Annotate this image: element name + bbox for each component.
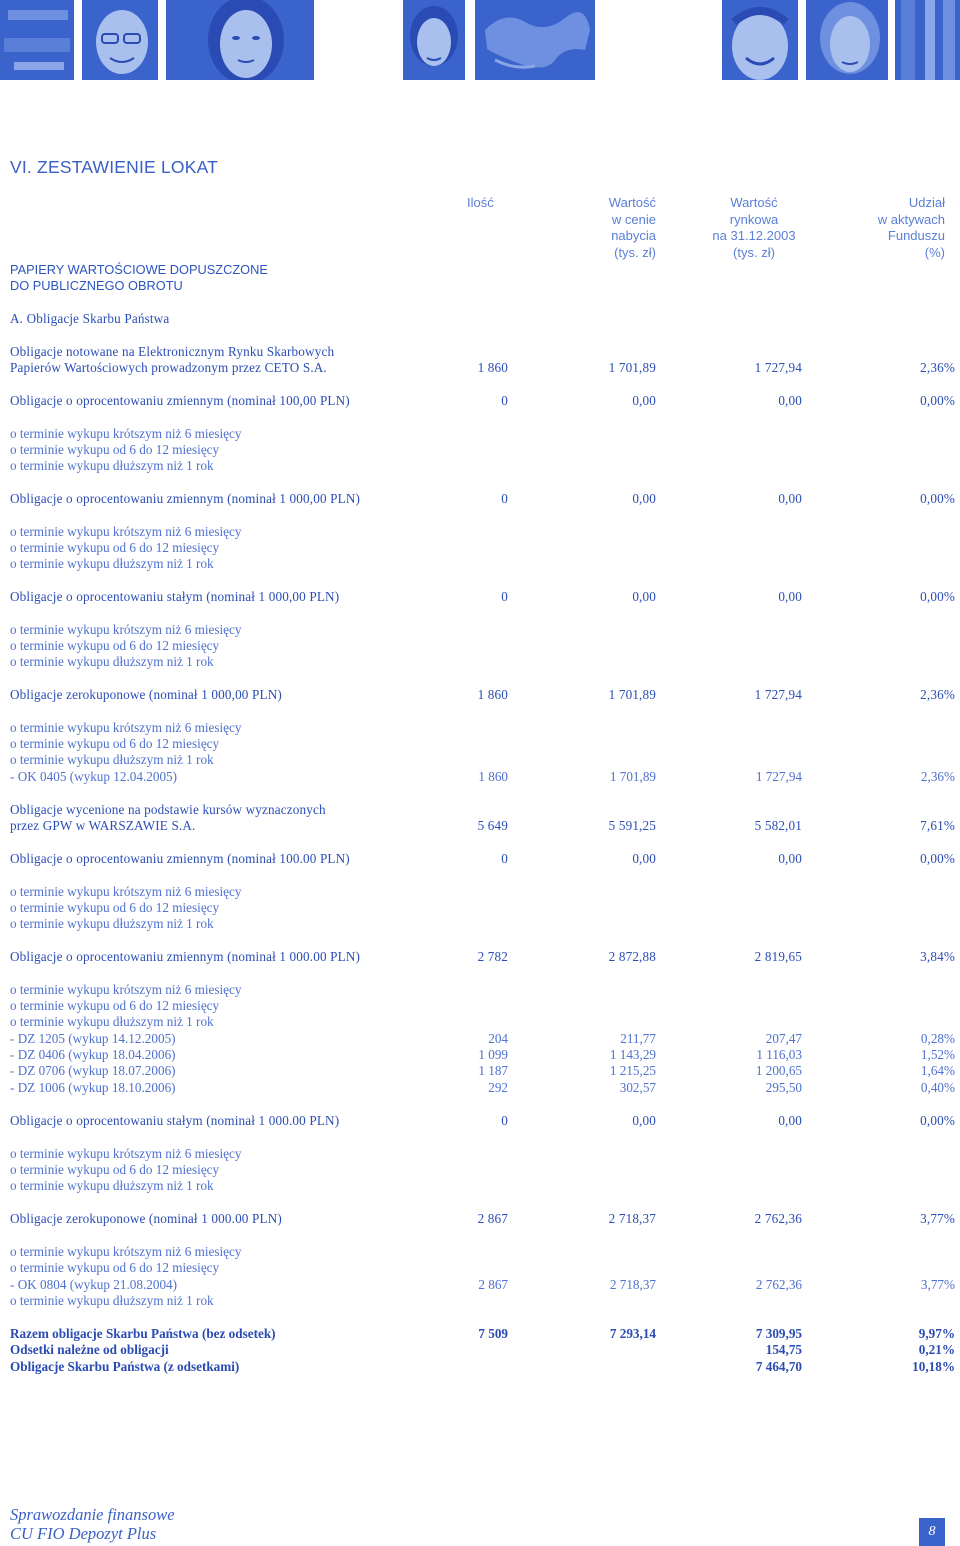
row-label: Obligacje o oprocentowaniu stałym (nominał 1 000,00 PLN): [10, 589, 340, 604]
value-udzial: 2,36%: [920, 360, 955, 375]
row-label: A. Obligacje Skarbu Państwa: [10, 311, 170, 326]
footer: [10, 1505, 175, 1543]
value-ilosc: 0: [501, 393, 508, 408]
row-label: o terminie wykupu krótszym niż 6 miesięcy: [10, 720, 242, 735]
photo-woman-2: [403, 0, 465, 80]
row-label: o terminie wykupu krótszym niż 6 miesięcy: [10, 622, 242, 637]
table-row: [10, 1014, 950, 1030]
row-label: o terminie wykupu dłuższym niż 1 rok: [10, 1178, 214, 1193]
table-row: [10, 1178, 950, 1194]
value-nabycie: 0,00: [632, 851, 656, 866]
value-rynkowa: 207,47: [765, 1031, 802, 1046]
table-row: [10, 998, 950, 1014]
value-rynkowa: 2 762,36: [755, 1277, 802, 1292]
table-row: [10, 1031, 955, 1047]
header-ilosc: Ilość: [467, 195, 494, 210]
header-photo-strip: [0, 0, 960, 82]
row-label: Obligacje o oprocentowaniu zmiennym (nominał 1 000.00 PLN): [10, 949, 361, 964]
section-title: VI. ZESTAWIENIE LOKAT: [10, 157, 219, 177]
table-row: [10, 900, 950, 916]
value-ilosc: 2 867: [478, 1277, 508, 1292]
row-label: Obligacje zerokuponowe (nominał 1 000.00 PLN): [10, 1211, 282, 1226]
value-nabycie: 2 872,88: [608, 949, 656, 964]
value-udzial: 10,18%: [912, 1359, 955, 1374]
table-row: [10, 949, 955, 965]
value-nabycie: 2 718,37: [608, 1211, 656, 1226]
row-label: Obligacje zerokuponowe (nominał 1 000,00 PLN): [10, 687, 282, 702]
row-label: o terminie wykupu dłuższym niż 1 rok: [10, 654, 214, 669]
row-label: DO PUBLICZNEGO OBROTU: [10, 278, 183, 293]
value-udzial: 9,97%: [918, 1326, 955, 1341]
value-ilosc: 1 860: [478, 769, 508, 784]
footer-fund-name: CU FIO Depozyt Plus: [10, 1524, 157, 1543]
value-nabycie: 1 143,29: [609, 1047, 656, 1062]
header-wartosc-rynkowa: Wartość rynkowa na 31.12.2003 (tys. zł): [712, 195, 796, 260]
value-nabycie: 302,57: [619, 1080, 656, 1095]
table-row: [10, 540, 950, 556]
row-label: PAPIERY WARTOŚCIOWE DOPUSZCZONE: [10, 262, 268, 277]
value-rynkowa: 1 727,94: [754, 360, 802, 375]
row-label: Obligacje o oprocentowaniu zmiennym (nominał 1 000,00 PLN): [10, 491, 361, 506]
value-nabycie: 1 701,89: [608, 687, 656, 702]
table-row: [10, 344, 950, 360]
row-label: - OK 0804 (wykup 21.08.2004): [10, 1277, 178, 1292]
table-row: [10, 622, 950, 638]
value-rynkowa: 0,00: [778, 589, 802, 604]
value-ilosc: 5 649: [477, 818, 508, 833]
value-nabycie: 7 293,14: [609, 1326, 656, 1341]
value-ilosc: 1 860: [477, 687, 508, 702]
row-label: o terminie wykupu dłuższym niż 1 rok: [10, 1293, 214, 1308]
value-ilosc: 1 099: [478, 1047, 508, 1062]
table-row: [10, 884, 950, 900]
row-label: Obligacje o oprocentowaniu zmiennym (nominał 100.00 PLN): [10, 851, 350, 866]
header-udzial: Udział w aktywach Funduszu (%): [877, 195, 945, 260]
footer-report-title: Sprawozdanie finansowe: [10, 1505, 175, 1524]
value-udzial: 0,28%: [920, 1031, 955, 1046]
value-udzial: 0,00%: [920, 851, 955, 866]
row-label: - DZ 0706 (wykup 18.07.2006): [10, 1063, 176, 1078]
row-label: o terminie wykupu od 6 do 12 miesięcy: [10, 1260, 220, 1275]
value-rynkowa: 1 116,03: [756, 1047, 802, 1062]
row-label: Obligacje o oprocentowaniu stałym (nominał 1 000.00 PLN): [10, 1113, 340, 1128]
value-rynkowa: 5 582,01: [754, 818, 802, 833]
value-udzial: 3,84%: [920, 949, 955, 964]
value-nabycie: 2 718,37: [609, 1277, 656, 1292]
table-row: [10, 769, 955, 785]
table-row: [10, 916, 950, 932]
value-ilosc: 292: [488, 1080, 508, 1095]
row-label: o terminie wykupu krótszym niż 6 miesięcy: [10, 884, 242, 899]
table-row: [10, 1211, 955, 1227]
table-row: [10, 638, 950, 654]
table-row: [10, 311, 950, 327]
photo-abstract: [0, 0, 74, 80]
value-udzial: 0,00%: [920, 393, 955, 408]
value-ilosc: 2 782: [477, 949, 508, 964]
page-number: 8: [919, 1518, 945, 1546]
photo-woman: [166, 0, 314, 80]
value-rynkowa: 0,00: [778, 1113, 802, 1128]
table-row: [10, 802, 950, 818]
table-row: [10, 360, 955, 376]
value-udzial: 3,77%: [920, 1277, 955, 1292]
value-nabycie: 1 701,89: [609, 769, 656, 784]
row-label: o terminie wykupu od 6 do 12 miesięcy: [10, 638, 220, 653]
value-ilosc: 1 860: [477, 360, 508, 375]
table-row: [10, 278, 950, 294]
table-row: [10, 458, 950, 474]
row-label: o terminie wykupu dłuższym niż 1 rok: [10, 458, 214, 473]
value-rynkowa: 0,00: [778, 851, 802, 866]
row-label: Obligacje Skarbu Państwa (z odsetkami): [10, 1359, 240, 1374]
row-label: - DZ 0406 (wykup 18.04.2006): [10, 1047, 176, 1062]
row-label: o terminie wykupu krótszym niż 6 miesięcy: [10, 982, 242, 997]
row-label: o terminie wykupu krótszym niż 6 miesięcy: [10, 1146, 242, 1161]
value-nabycie: 1 215,25: [609, 1063, 656, 1078]
table-row: [10, 851, 955, 867]
value-nabycie: 5 591,25: [608, 818, 656, 833]
value-nabycie: 211,77: [620, 1031, 656, 1046]
value-nabycie: 0,00: [632, 393, 656, 408]
row-label: o terminie wykupu dłuższym niż 1 rok: [10, 556, 214, 571]
value-rynkowa: 2 762,36: [754, 1211, 802, 1226]
value-rynkowa: 1 200,65: [755, 1063, 802, 1078]
row-label: o terminie wykupu dłuższym niż 1 rok: [10, 1014, 214, 1029]
value-ilosc: 0: [501, 491, 508, 506]
table-row: [10, 1359, 955, 1375]
photo-abstract-2: [895, 0, 960, 80]
value-ilosc: 7 509: [478, 1326, 508, 1341]
value-rynkowa: 7 464,70: [755, 1359, 802, 1374]
value-rynkowa: 154,75: [765, 1342, 802, 1357]
row-label: Papierów Wartościowych prowadzonym przez CETO S.A.: [10, 360, 327, 375]
value-ilosc: 0: [501, 589, 508, 604]
row-label: o terminie wykupu krótszym niż 6 miesięcy: [10, 426, 242, 441]
value-rynkowa: 0,00: [778, 393, 802, 408]
value-ilosc: 2 867: [477, 1211, 508, 1226]
value-udzial: 3,77%: [920, 1211, 955, 1226]
table-row: [10, 982, 950, 998]
table-row: [10, 524, 950, 540]
photo-world-map: [475, 0, 595, 80]
table-row: [10, 393, 955, 409]
value-ilosc: 1 187: [478, 1063, 508, 1078]
value-ilosc: 204: [488, 1031, 508, 1046]
value-udzial: 0,21%: [918, 1342, 955, 1357]
value-nabycie: 0,00: [632, 1113, 656, 1128]
value-nabycie: 1 701,89: [608, 360, 656, 375]
value-udzial: 2,36%: [920, 769, 955, 784]
row-label: o terminie wykupu od 6 do 12 miesięcy: [10, 900, 220, 915]
value-udzial: 7,61%: [920, 818, 955, 833]
row-label: o terminie wykupu od 6 do 12 miesięcy: [10, 1162, 220, 1177]
table-row: [10, 442, 950, 458]
table-row: [10, 556, 950, 572]
value-nabycie: 0,00: [632, 491, 656, 506]
header-wartosc-nabycia: Wartość w cenie nabycia (tys. zł): [608, 195, 656, 260]
row-label: o terminie wykupu od 6 do 12 miesięcy: [10, 442, 220, 457]
row-label: o terminie wykupu od 6 do 12 miesięcy: [10, 540, 220, 555]
table-row: [10, 1162, 950, 1178]
row-label: przez GPW w WARSZAWIE S.A.: [10, 818, 196, 833]
table-row: [10, 687, 955, 703]
row-label: - DZ 1006 (wykup 18.10.2006): [10, 1080, 176, 1095]
table-row: [10, 1113, 955, 1129]
value-ilosc: 0: [501, 1113, 508, 1128]
value-rynkowa: 1 727,94: [755, 769, 802, 784]
table-row: [10, 1063, 955, 1079]
value-udzial: 0,00%: [920, 589, 955, 604]
row-label: Obligacje notowane na Elektronicznym Rynku Skarbowych: [10, 344, 335, 359]
table-row: [10, 1047, 955, 1063]
table-row: [10, 1146, 950, 1162]
row-label: - OK 0405 (wykup 12.04.2005): [10, 769, 178, 784]
row-label: Razem obligacje Skarbu Państwa (bez odsetek): [10, 1326, 276, 1341]
row-label: Obligacje o oprocentowaniu zmiennym (nominał 100,00 PLN): [10, 393, 350, 408]
photo-woman-3: [806, 0, 888, 80]
table-row: [10, 1260, 950, 1276]
table-row: [10, 1244, 950, 1260]
row-label: o terminie wykupu dłuższym niż 1 rok: [10, 916, 214, 931]
table-row: [10, 1342, 955, 1358]
table-row: [10, 589, 955, 605]
row-label: o terminie wykupu od 6 do 12 miesięcy: [10, 998, 220, 1013]
value-udzial: 1,64%: [920, 1063, 955, 1078]
table-row: [10, 1326, 955, 1342]
value-rynkowa: 2 819,65: [754, 949, 802, 964]
value-udzial: 0,00%: [920, 1113, 955, 1128]
value-rynkowa: 1 727,94: [754, 687, 802, 702]
table-row: [10, 818, 955, 834]
row-label: o terminie wykupu krótszym niż 6 miesięcy: [10, 1244, 242, 1259]
value-rynkowa: 0,00: [778, 491, 802, 506]
value-udzial: 2,36%: [920, 687, 955, 702]
photo-man-smiling: [722, 0, 798, 80]
table-row: [10, 654, 950, 670]
table-row: [10, 736, 950, 752]
table-row: [10, 1277, 955, 1293]
table-row: [10, 752, 950, 768]
value-udzial: 0,40%: [920, 1080, 955, 1095]
row-label: - DZ 1205 (wykup 14.12.2005): [10, 1031, 176, 1046]
table-row: [10, 426, 950, 442]
row-label: o terminie wykupu od 6 do 12 miesięcy: [10, 736, 220, 751]
value-rynkowa: 7 309,95: [755, 1326, 802, 1341]
value-ilosc: 0: [501, 851, 508, 866]
photo-man-glasses: [82, 0, 158, 80]
table-row: [10, 1080, 955, 1096]
table-row: [10, 1293, 950, 1309]
row-label: o terminie wykupu dłuższym niż 1 rok: [10, 752, 214, 767]
value-rynkowa: 295,50: [765, 1080, 802, 1095]
value-udzial: 0,00%: [920, 491, 955, 506]
table-row: [10, 720, 950, 736]
table-row: [10, 491, 955, 507]
value-udzial: 1,52%: [920, 1047, 955, 1062]
row-label: o terminie wykupu krótszym niż 6 miesięcy: [10, 524, 242, 539]
row-label: Odsetki należne od obligacji: [10, 1342, 169, 1357]
value-nabycie: 0,00: [632, 589, 656, 604]
row-label: Obligacje wycenione na podstawie kursów wyznaczonych: [10, 802, 326, 817]
table-row: [10, 262, 950, 278]
